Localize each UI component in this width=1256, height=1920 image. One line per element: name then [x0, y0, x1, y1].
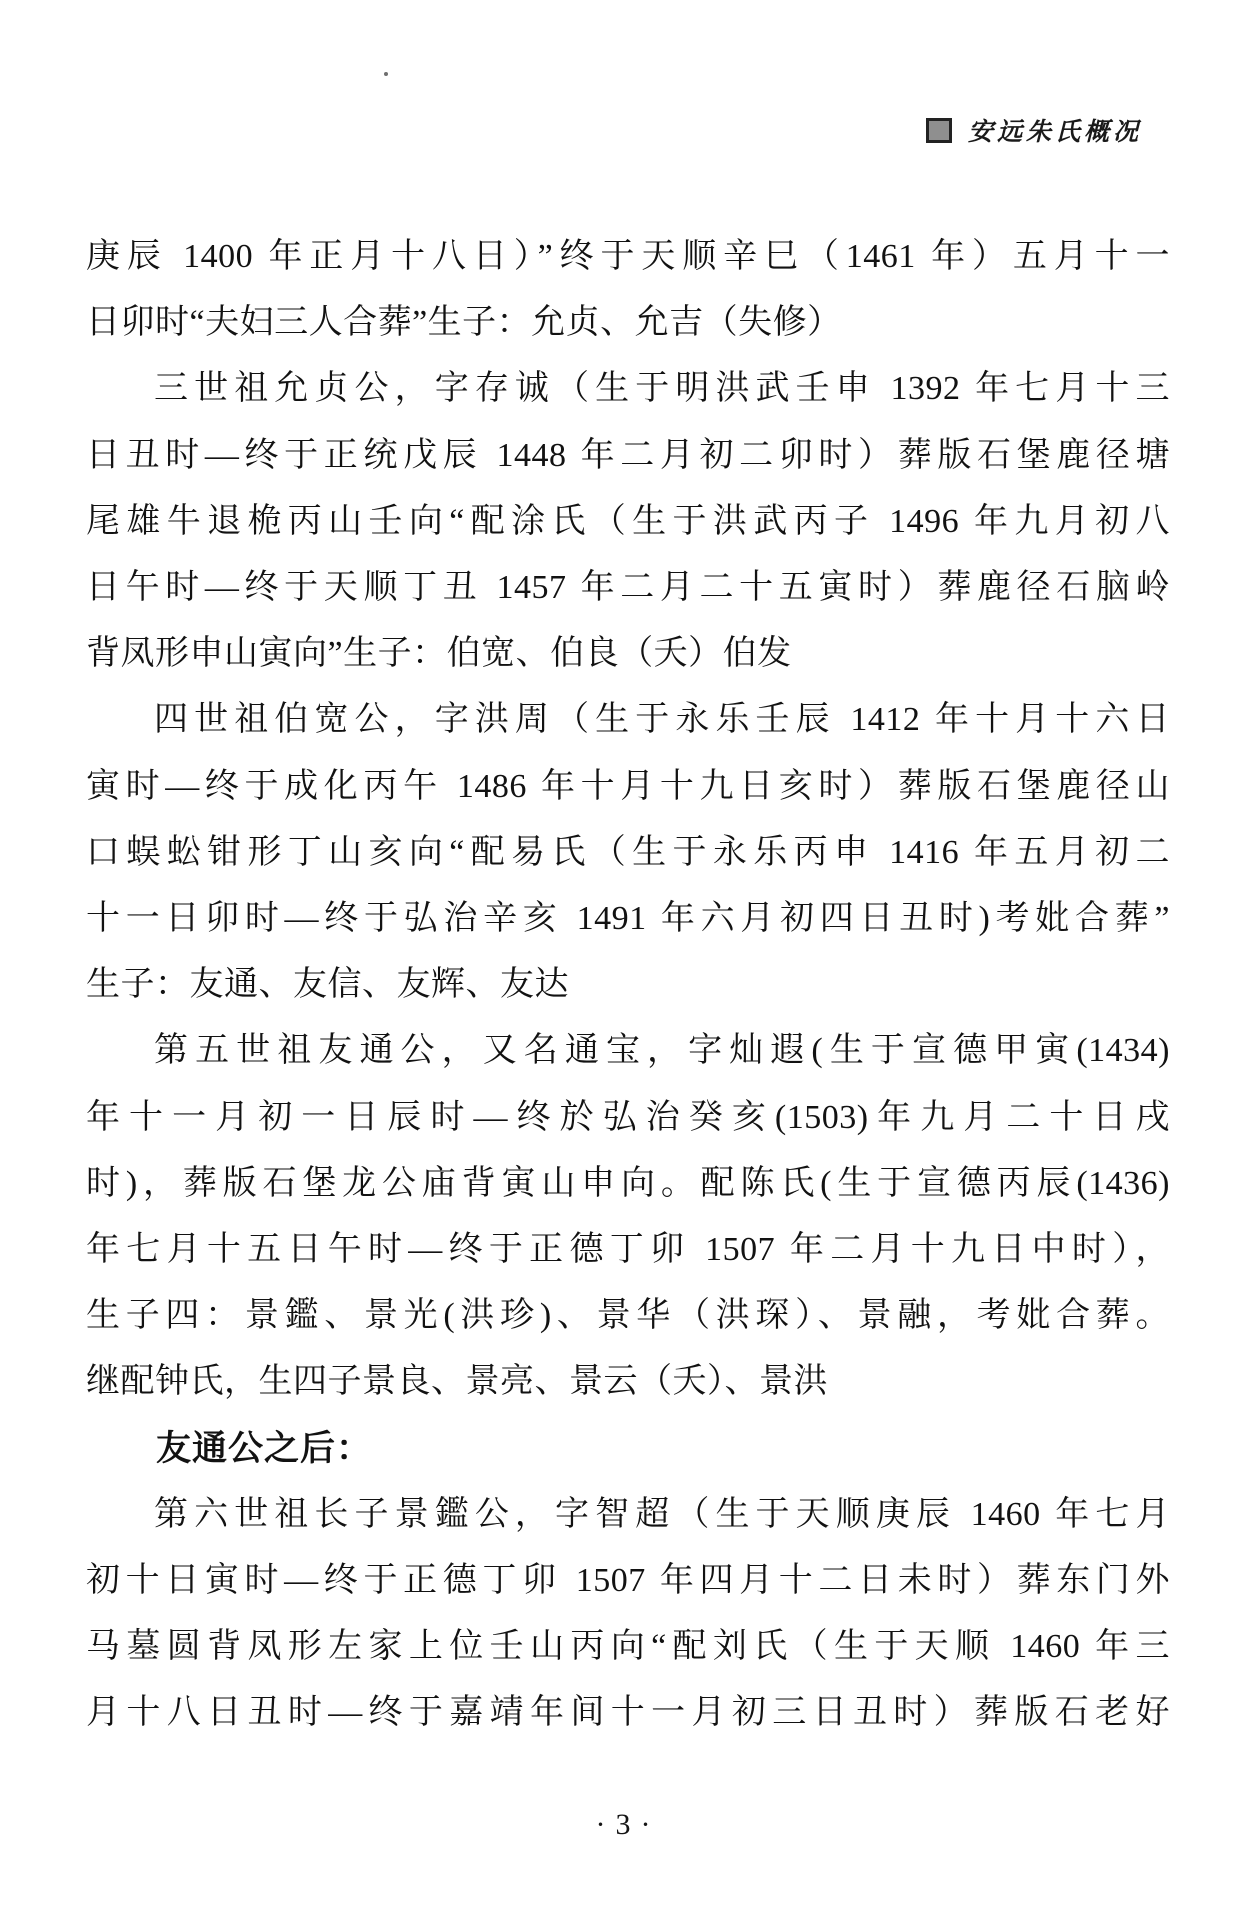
text-line: 时)，葬版石堡龙公庙背寅山申向。配陈氏(生于宣德丙辰(1436): [86, 1164, 1170, 1202]
text-line: 十一日卯时—终于弘治辛亥 1491 年六月初四日丑时)考妣合葬”: [86, 900, 1170, 938]
text-line: 马墓圆背凤形左家上位壬山丙向“配刘氏（生于天顺 1460 年三: [86, 1628, 1170, 1666]
text-line: 寅时—终于成化丙午 1486 年十月十九日亥时）葬版石堡鹿径山: [86, 767, 1170, 805]
scan-speck: [384, 72, 388, 76]
text-line: 第五世祖友通公，又名通宝，字灿遐(生于宣德甲寅(1434): [154, 1032, 1170, 1070]
text-line: 年七月十五日午时—终于正德丁卯 1507 年二月十九日中时），: [86, 1231, 1170, 1269]
text-line: 年十一月初一日辰时—终於弘治癸亥(1503)年九月二十日戌: [86, 1098, 1170, 1136]
section-marker-icon: [926, 118, 952, 143]
header-title: 安远朱氏概况: [968, 119, 1143, 146]
text-line: 日卯时“夫妇三人合葬”生子：允贞、允吉（失修）: [86, 304, 842, 342]
text-line: 生子：友通、友信、友辉、友达: [86, 966, 569, 1004]
page-number: ·3·: [595, 1808, 661, 1841]
text-line: 继配钟氏，生四子景良、景亮、景云（夭）、景洪: [86, 1363, 828, 1401]
text-line: 口蜈蚣钳形丁山亥向“配易氏（生于永乐丙申 1416 年五月初二: [86, 833, 1170, 871]
text-line: 三世祖允贞公，字存诚（生于明洪武壬申 1392 年七月十三: [154, 370, 1170, 408]
text-line: 初十日寅时—终于正德丁卯 1507 年四月十二日未时）葬东门外: [86, 1562, 1170, 1600]
text-line: 日午时—终于天顺丁丑 1457 年二月二十五寅时）葬鹿径石脑岭: [86, 569, 1170, 607]
text-line: 生子四：景鑑、景光(洪珍)、景华（洪琛）、景融，考妣合葬。: [86, 1297, 1170, 1335]
text-line: 庚辰 1400 年正月十八日）”终于天顺辛巳（1461 年）五月十一: [86, 238, 1170, 275]
text-line: 月十八日丑时—终于嘉靖年间十一月初三日丑时）葬版石老好: [86, 1694, 1170, 1732]
section-heading: 友通公之后：: [156, 1428, 373, 1468]
text-line: 尾雄牛退桅丙山壬向“配涂氏（生于洪武丙子 1496 年九月初八: [86, 502, 1170, 540]
text-line: 背凤形申山寅向”生子：伯宽、伯良（夭）伯发: [86, 635, 792, 673]
page-header: [926, 112, 1142, 148]
text-line: 第六世祖长子景鑑公，字智超（生于天顺庚辰 1460 年七月: [154, 1495, 1170, 1533]
text-line: 日丑时—终于正统戊辰 1448 年二月初二卯时）葬版石堡鹿径塘: [86, 436, 1170, 474]
text-line: 四世祖伯宽公，字洪周（生于永乐壬辰 1412 年十月十六日: [154, 701, 1170, 739]
page-body: [86, 224, 1170, 1747]
